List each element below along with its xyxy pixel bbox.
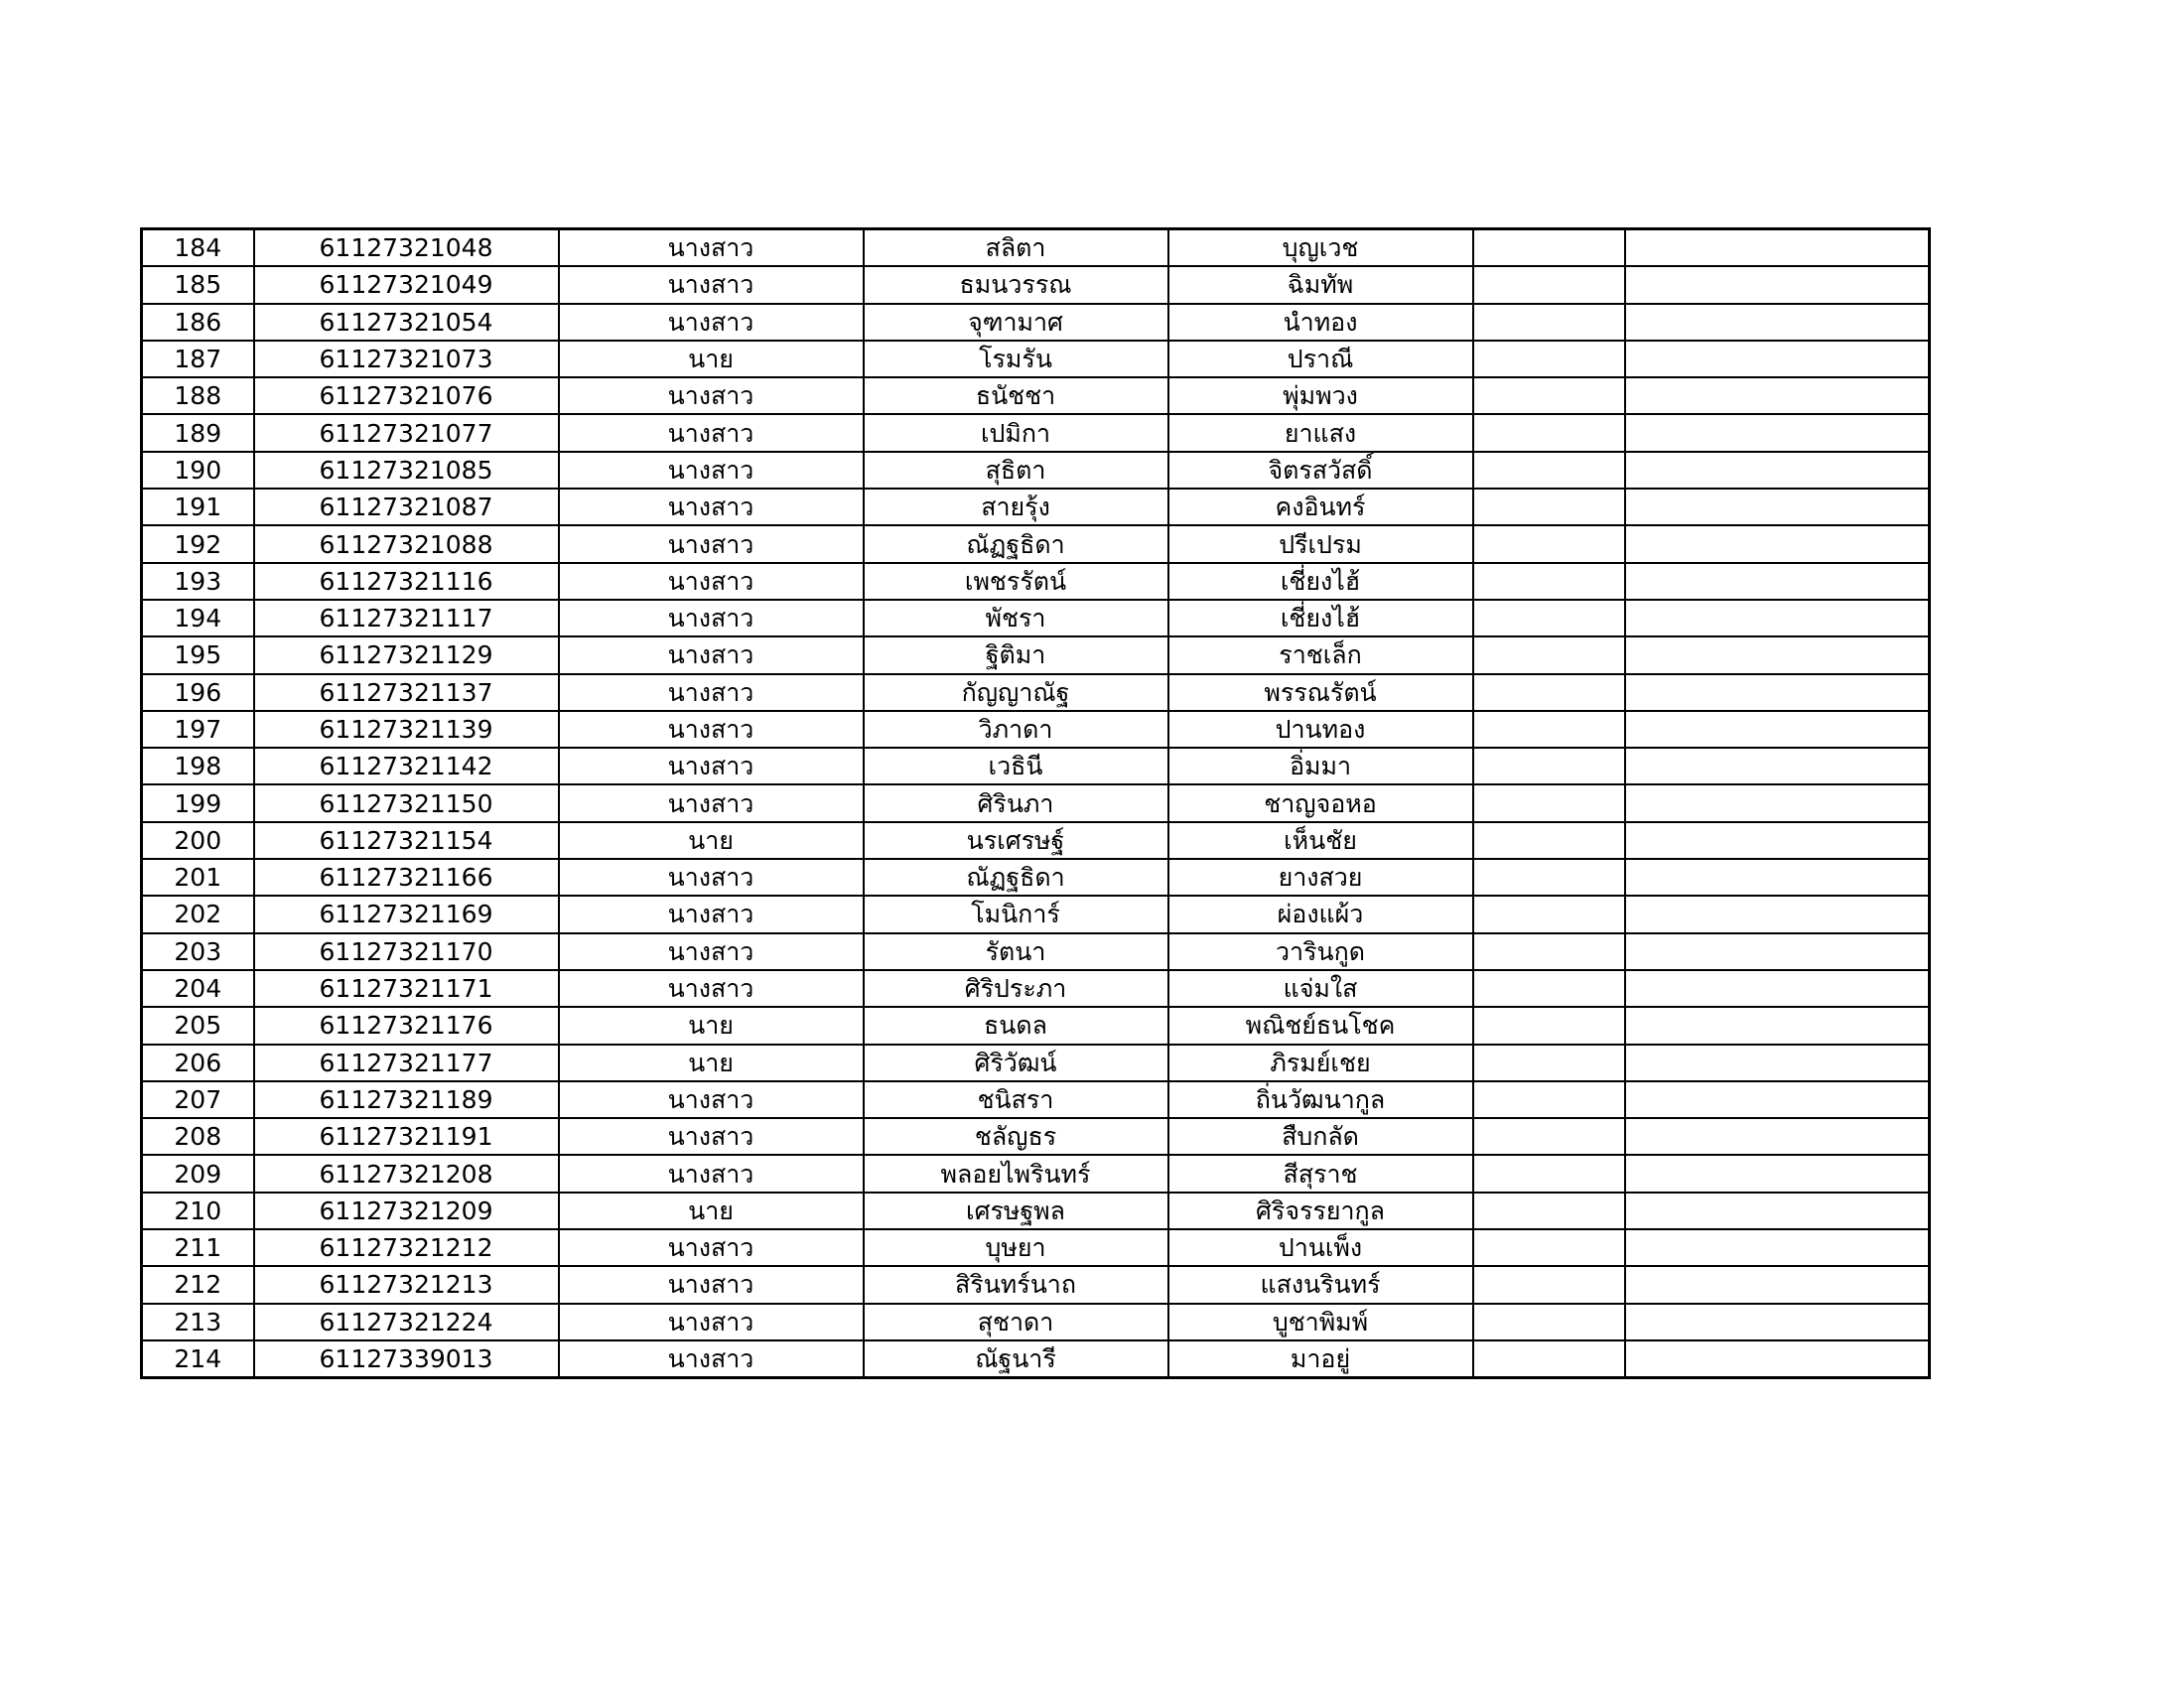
first-name-cell: พัชรา [864, 600, 1168, 636]
student-id-cell: 61127321176 [254, 1007, 559, 1044]
table-row [142, 1304, 1930, 1340]
last-name-cell: วารินกูด [1168, 933, 1473, 970]
student-id-cell: 61127321208 [254, 1155, 559, 1192]
empty-cell-2 [1625, 711, 1930, 748]
last-name-cell: มาอยู่ [1168, 1340, 1473, 1378]
empty-cell-1 [1473, 229, 1625, 267]
empty-cell-1 [1473, 1118, 1625, 1155]
table-row [142, 784, 1930, 821]
last-name-cell: คงอินทร์ [1168, 489, 1473, 525]
title-prefix-cell: นางสาว [559, 896, 864, 932]
table-row [142, 489, 1930, 525]
title-prefix-cell: นางสาว [559, 414, 864, 451]
empty-cell-1 [1473, 266, 1625, 303]
first-name-cell: ฐิติมา [864, 636, 1168, 673]
first-name-cell: สุธิตา [864, 452, 1168, 489]
table-row [142, 1340, 1930, 1378]
row-number-cell: 205 [142, 1007, 254, 1044]
first-name-cell: ณัฐนารี [864, 1340, 1168, 1378]
first-name-cell: วิภาดา [864, 711, 1168, 748]
row-number-cell: 204 [142, 970, 254, 1007]
title-prefix-cell: นาย [559, 341, 864, 377]
empty-cell-2 [1625, 341, 1930, 377]
empty-cell-1 [1473, 784, 1625, 821]
empty-cell-1 [1473, 1007, 1625, 1044]
first-name-cell: รัตนา [864, 933, 1168, 970]
table-row [142, 748, 1930, 784]
row-number-cell: 194 [142, 600, 254, 636]
first-name-cell: กัญญาณัฐ [864, 674, 1168, 711]
empty-cell-2 [1625, 859, 1930, 896]
title-prefix-cell: นาย [559, 822, 864, 859]
student-id-cell: 61127321088 [254, 525, 559, 562]
title-prefix-cell: นางสาว [559, 636, 864, 673]
empty-cell-1 [1473, 822, 1625, 859]
student-id-cell: 61127321212 [254, 1229, 559, 1266]
table-row [142, 711, 1930, 748]
table-row [142, 377, 1930, 414]
title-prefix-cell: นางสาว [559, 1340, 864, 1378]
empty-cell-2 [1625, 452, 1930, 489]
title-prefix-cell: นาย [559, 1193, 864, 1229]
title-prefix-cell: นางสาว [559, 748, 864, 784]
first-name-cell: ชลัญธร [864, 1118, 1168, 1155]
empty-cell-2 [1625, 1081, 1930, 1118]
last-name-cell: ปรีเปรม [1168, 525, 1473, 562]
student-id-cell: 61127321171 [254, 970, 559, 1007]
empty-cell-2 [1625, 304, 1930, 341]
first-name-cell: ธนดล [864, 1007, 1168, 1044]
empty-cell-2 [1625, 1007, 1930, 1044]
student-id-cell: 61127321054 [254, 304, 559, 341]
last-name-cell: ปานทอง [1168, 711, 1473, 748]
title-prefix-cell: นาย [559, 1045, 864, 1081]
empty-cell-1 [1473, 304, 1625, 341]
last-name-cell: ปราณี [1168, 341, 1473, 377]
student-id-cell: 61127321077 [254, 414, 559, 451]
last-name-cell: ชาญจอหอ [1168, 784, 1473, 821]
empty-cell-2 [1625, 266, 1930, 303]
empty-cell-1 [1473, 489, 1625, 525]
empty-cell-1 [1473, 1229, 1625, 1266]
row-number-cell: 210 [142, 1193, 254, 1229]
student-id-cell: 61127321076 [254, 377, 559, 414]
empty-cell-1 [1473, 600, 1625, 636]
table-row [142, 304, 1930, 341]
table-row [142, 266, 1930, 303]
table-row [142, 1266, 1930, 1303]
title-prefix-cell: นางสาว [559, 377, 864, 414]
title-prefix-cell: นางสาว [559, 711, 864, 748]
row-number-cell: 202 [142, 896, 254, 932]
first-name-cell: ศิริประภา [864, 970, 1168, 1007]
student-id-cell: 61127321224 [254, 1304, 559, 1340]
student-id-cell: 61127321139 [254, 711, 559, 748]
empty-cell-1 [1473, 452, 1625, 489]
empty-cell-2 [1625, 229, 1930, 267]
table-row [142, 1229, 1930, 1266]
first-name-cell: ศิรินภา [864, 784, 1168, 821]
empty-cell-2 [1625, 600, 1930, 636]
table-row [142, 1007, 1930, 1044]
row-number-cell: 186 [142, 304, 254, 341]
first-name-cell: เศรษฐพล [864, 1193, 1168, 1229]
empty-cell-1 [1473, 1340, 1625, 1378]
title-prefix-cell: นางสาว [559, 600, 864, 636]
first-name-cell: ธนัชชา [864, 377, 1168, 414]
table-row [142, 896, 1930, 932]
title-prefix-cell: นางสาว [559, 525, 864, 562]
last-name-cell: ฉิมทัพ [1168, 266, 1473, 303]
table-row [142, 1045, 1930, 1081]
title-prefix-cell: นางสาว [559, 304, 864, 341]
empty-cell-1 [1473, 1193, 1625, 1229]
first-name-cell: บุษยา [864, 1229, 1168, 1266]
empty-cell-2 [1625, 377, 1930, 414]
table-row [142, 970, 1930, 1007]
title-prefix-cell: นางสาว [559, 489, 864, 525]
student-id-cell: 61127321073 [254, 341, 559, 377]
row-number-cell: 193 [142, 563, 254, 600]
title-prefix-cell: นางสาว [559, 452, 864, 489]
title-prefix-cell: นางสาว [559, 674, 864, 711]
last-name-cell: ยางสวย [1168, 859, 1473, 896]
title-prefix-cell: นาย [559, 1007, 864, 1044]
last-name-cell: ยาแสง [1168, 414, 1473, 451]
table-row [142, 933, 1930, 970]
table-row [142, 1155, 1930, 1192]
empty-cell-2 [1625, 933, 1930, 970]
first-name-cell: เพชรรัตน์ [864, 563, 1168, 600]
title-prefix-cell: นางสาว [559, 1118, 864, 1155]
title-prefix-cell: นางสาว [559, 1304, 864, 1340]
row-number-cell: 187 [142, 341, 254, 377]
row-number-cell: 192 [142, 525, 254, 562]
empty-cell-2 [1625, 1193, 1930, 1229]
title-prefix-cell: นางสาว [559, 1229, 864, 1266]
row-number-cell: 195 [142, 636, 254, 673]
first-name-cell: โรมรัน [864, 341, 1168, 377]
first-name-cell: นรเศรษฐ์ [864, 822, 1168, 859]
student-id-cell: 61127321189 [254, 1081, 559, 1118]
row-number-cell: 203 [142, 933, 254, 970]
table-row [142, 452, 1930, 489]
student-id-cell: 61127321166 [254, 859, 559, 896]
empty-cell-1 [1473, 1081, 1625, 1118]
title-prefix-cell: นางสาว [559, 784, 864, 821]
last-name-cell: ปานเพ็ง [1168, 1229, 1473, 1266]
empty-cell-2 [1625, 1266, 1930, 1303]
first-name-cell: พลอยไพรินทร์ [864, 1155, 1168, 1192]
student-id-cell: 61127321213 [254, 1266, 559, 1303]
empty-cell-1 [1473, 341, 1625, 377]
last-name-cell: อิ่มมา [1168, 748, 1473, 784]
row-number-cell: 206 [142, 1045, 254, 1081]
row-number-cell: 196 [142, 674, 254, 711]
student-id-cell: 61127321049 [254, 266, 559, 303]
empty-cell-2 [1625, 822, 1930, 859]
row-number-cell: 207 [142, 1081, 254, 1118]
student-id-cell: 61127339013 [254, 1340, 559, 1378]
last-name-cell: เชี่ยงไฮ้ [1168, 563, 1473, 600]
title-prefix-cell: นางสาว [559, 1155, 864, 1192]
title-prefix-cell: นางสาว [559, 563, 864, 600]
title-prefix-cell: นางสาว [559, 1266, 864, 1303]
empty-cell-1 [1473, 1266, 1625, 1303]
last-name-cell: นำทอง [1168, 304, 1473, 341]
empty-cell-2 [1625, 970, 1930, 1007]
first-name-cell: โมนิการ์ [864, 896, 1168, 932]
empty-cell-2 [1625, 414, 1930, 451]
last-name-cell: เชี่ยงไฮ้ [1168, 600, 1473, 636]
first-name-cell: จุฑามาศ [864, 304, 1168, 341]
empty-cell-1 [1473, 1045, 1625, 1081]
student-id-cell: 61127321085 [254, 452, 559, 489]
table-row [142, 1193, 1930, 1229]
empty-cell-2 [1625, 636, 1930, 673]
row-number-cell: 209 [142, 1155, 254, 1192]
row-number-cell: 190 [142, 452, 254, 489]
last-name-cell: เห็นชัย [1168, 822, 1473, 859]
empty-cell-2 [1625, 748, 1930, 784]
empty-cell-1 [1473, 563, 1625, 600]
first-name-cell: สิรินทร์นาถ [864, 1266, 1168, 1303]
table-row [142, 1118, 1930, 1155]
table-row [142, 674, 1930, 711]
table-row [142, 229, 1930, 267]
title-prefix-cell: นางสาว [559, 970, 864, 1007]
first-name-cell: ศิริวัฒน์ [864, 1045, 1168, 1081]
student-id-cell: 61127321137 [254, 674, 559, 711]
last-name-cell: ถิ่นวัฒนากูล [1168, 1081, 1473, 1118]
empty-cell-2 [1625, 1118, 1930, 1155]
empty-cell-1 [1473, 970, 1625, 1007]
table-row [142, 822, 1930, 859]
student-id-cell: 61127321117 [254, 600, 559, 636]
title-prefix-cell: นางสาว [559, 933, 864, 970]
empty-cell-1 [1473, 859, 1625, 896]
empty-cell-2 [1625, 563, 1930, 600]
table-row [142, 600, 1930, 636]
empty-cell-2 [1625, 525, 1930, 562]
first-name-cell: เวธินี [864, 748, 1168, 784]
row-number-cell: 189 [142, 414, 254, 451]
student-id-cell: 61127321087 [254, 489, 559, 525]
student-id-cell: 61127321191 [254, 1118, 559, 1155]
row-number-cell: 211 [142, 1229, 254, 1266]
student-id-cell: 61127321170 [254, 933, 559, 970]
empty-cell-1 [1473, 711, 1625, 748]
row-number-cell: 200 [142, 822, 254, 859]
empty-cell-1 [1473, 1155, 1625, 1192]
last-name-cell: แจ่มใส [1168, 970, 1473, 1007]
last-name-cell: แสงนรินทร์ [1168, 1266, 1473, 1303]
row-number-cell: 208 [142, 1118, 254, 1155]
first-name-cell: ธมนวรรณ [864, 266, 1168, 303]
last-name-cell: สีสุราช [1168, 1155, 1473, 1192]
table-row [142, 341, 1930, 377]
title-prefix-cell: นางสาว [559, 229, 864, 267]
empty-cell-1 [1473, 748, 1625, 784]
empty-cell-2 [1625, 1340, 1930, 1378]
title-prefix-cell: นางสาว [559, 1081, 864, 1118]
table-row [142, 525, 1930, 562]
empty-cell-1 [1473, 1304, 1625, 1340]
student-id-cell: 61127321129 [254, 636, 559, 673]
last-name-cell: จิตรสวัสดิ์ [1168, 452, 1473, 489]
last-name-cell: สืบกลัด [1168, 1118, 1473, 1155]
last-name-cell: พุ่มพวง [1168, 377, 1473, 414]
student-id-cell: 61127321142 [254, 748, 559, 784]
first-name-cell: สายรุ้ง [864, 489, 1168, 525]
row-number-cell: 201 [142, 859, 254, 896]
row-number-cell: 198 [142, 748, 254, 784]
empty-cell-2 [1625, 1155, 1930, 1192]
first-name-cell: ณัฏฐธิดา [864, 525, 1168, 562]
empty-cell-1 [1473, 525, 1625, 562]
empty-cell-2 [1625, 674, 1930, 711]
row-number-cell: 212 [142, 1266, 254, 1303]
row-number-cell: 185 [142, 266, 254, 303]
row-number-cell: 199 [142, 784, 254, 821]
empty-cell-2 [1625, 1304, 1930, 1340]
empty-cell-1 [1473, 674, 1625, 711]
row-number-cell: 191 [142, 489, 254, 525]
table-row [142, 1081, 1930, 1118]
table-row [142, 414, 1930, 451]
title-prefix-cell: นางสาว [559, 266, 864, 303]
last-name-cell: ภิรมย์เชย [1168, 1045, 1473, 1081]
student-id-cell: 61127321150 [254, 784, 559, 821]
empty-cell-2 [1625, 1229, 1930, 1266]
table-body [142, 229, 1930, 1378]
row-number-cell: 184 [142, 229, 254, 267]
empty-cell-2 [1625, 784, 1930, 821]
first-name-cell: ชนิสรา [864, 1081, 1168, 1118]
last-name-cell: พณิชย์ธนโชค [1168, 1007, 1473, 1044]
first-name-cell: เปมิกา [864, 414, 1168, 451]
last-name-cell: พรรณรัตน์ [1168, 674, 1473, 711]
student-id-cell: 61127321169 [254, 896, 559, 932]
table-row [142, 563, 1930, 600]
empty-cell-2 [1625, 489, 1930, 525]
last-name-cell: บูชาพิมพ์ [1168, 1304, 1473, 1340]
table-row [142, 636, 1930, 673]
student-id-cell: 61127321048 [254, 229, 559, 267]
last-name-cell: ผ่องแผ้ว [1168, 896, 1473, 932]
student-id-cell: 61127321177 [254, 1045, 559, 1081]
student-id-cell: 61127321209 [254, 1193, 559, 1229]
last-name-cell: บุญเวช [1168, 229, 1473, 267]
empty-cell-2 [1625, 896, 1930, 932]
first-name-cell: สลิตา [864, 229, 1168, 267]
row-number-cell: 188 [142, 377, 254, 414]
student-list-table [140, 227, 1931, 1379]
empty-cell-1 [1473, 636, 1625, 673]
last-name-cell: ศิริจรรยากูล [1168, 1193, 1473, 1229]
title-prefix-cell: นางสาว [559, 859, 864, 896]
empty-cell-1 [1473, 414, 1625, 451]
row-number-cell: 197 [142, 711, 254, 748]
first-name-cell: สุชาดา [864, 1304, 1168, 1340]
last-name-cell: ราชเล็ก [1168, 636, 1473, 673]
empty-cell-1 [1473, 896, 1625, 932]
table-row [142, 859, 1930, 896]
empty-cell-1 [1473, 377, 1625, 414]
row-number-cell: 213 [142, 1304, 254, 1340]
student-id-cell: 61127321154 [254, 822, 559, 859]
empty-cell-2 [1625, 1045, 1930, 1081]
student-id-cell: 61127321116 [254, 563, 559, 600]
empty-cell-1 [1473, 933, 1625, 970]
first-name-cell: ณัฏฐธิดา [864, 859, 1168, 896]
row-number-cell: 214 [142, 1340, 254, 1378]
